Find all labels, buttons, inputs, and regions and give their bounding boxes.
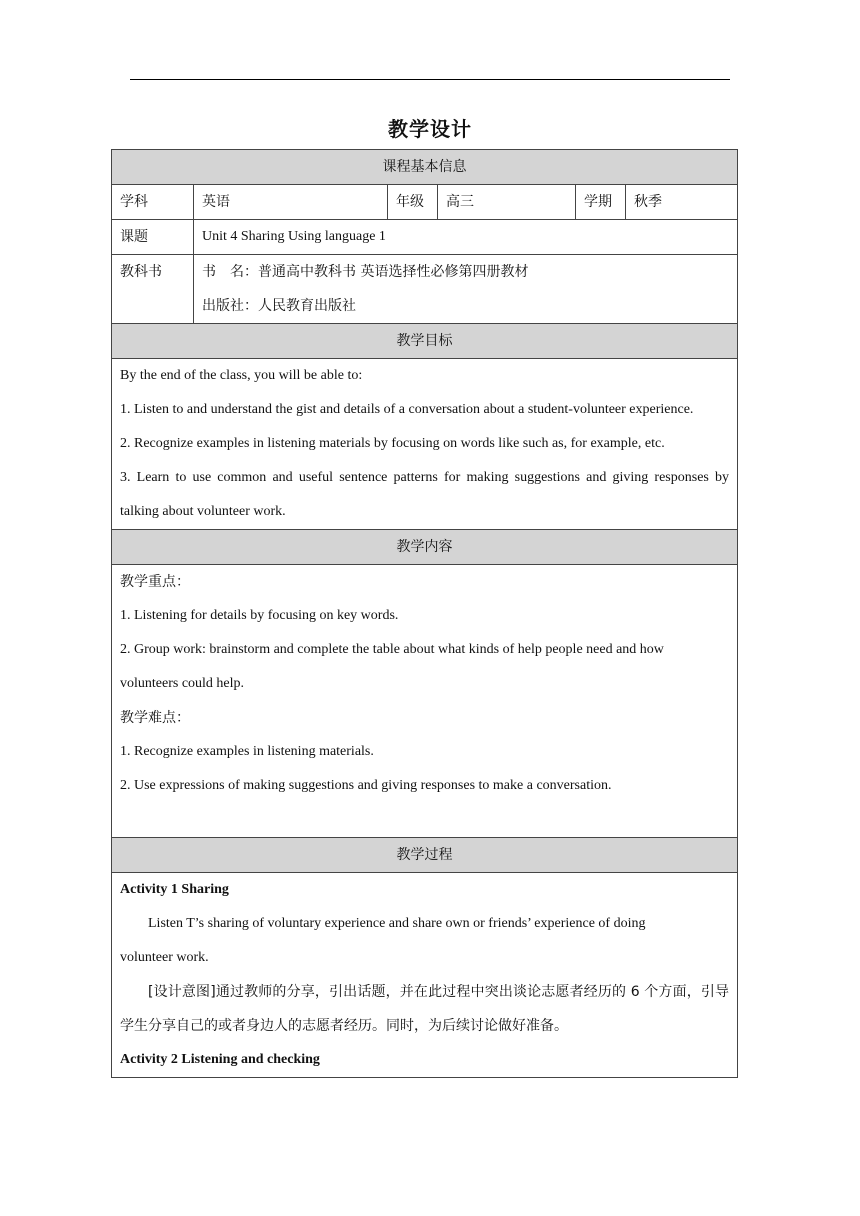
- objectives-body: [112, 359, 738, 530]
- difficult-point-item: 2. Use expressions of making suggestions and giving responses to make a conversation.: [120, 778, 612, 793]
- activity-1-intent: [设计意图]通过教师的分享，引出话题，并在此过程中突出谈论志愿者经历的 6 个方面，引导学生分享自己的或者身边人的志愿者经历。同时，为后续讨论做好准备。: [120, 984, 730, 1034]
- lesson-plan-table: [111, 149, 738, 1078]
- grade-value: 高三: [438, 185, 576, 220]
- difficult-points-label: 教学难点：: [120, 710, 190, 726]
- objective-item: 3. Learn to use common and useful sentence patterns for making suggestions and giving responses by talking about volunteer work.: [120, 470, 730, 519]
- activity-1-text: Listen T’s sharing of voluntary experience and share own or friends’ experience of doing volunteer work.: [120, 916, 646, 965]
- topic-label: 课题: [112, 220, 194, 255]
- content-row: [112, 565, 738, 838]
- activity-1-title: Activity 1 Sharing: [120, 882, 229, 897]
- content-header-row: [112, 530, 738, 565]
- topic-row: [112, 220, 738, 255]
- textbook-details: [194, 255, 738, 324]
- term-label: 学期: [576, 185, 626, 220]
- content-body: [112, 565, 738, 838]
- textbook-row: [112, 255, 738, 324]
- objective-item: 2. Recognize examples in listening materials by focusing on words like such as, for example, etc.: [120, 436, 665, 451]
- key-points-label: 教学重点：: [120, 574, 190, 590]
- objectives-row: [112, 359, 738, 530]
- textbook-label: 教科书: [112, 255, 194, 324]
- objectives-header-row: [112, 324, 738, 359]
- activity-2-title: Activity 2 Listening and checking: [120, 1052, 320, 1067]
- textbook-publisher: 出版社：人民教育出版社: [202, 298, 356, 314]
- process-body: [112, 873, 738, 1078]
- difficult-point-item: 1. Recognize examples in listening materials.: [120, 744, 374, 759]
- subject-value: 英语: [194, 185, 388, 220]
- header-rule: [130, 79, 730, 80]
- objectives-intro: By the end of the class, you will be able to:: [120, 368, 363, 383]
- document-title: 教学设计: [388, 117, 472, 141]
- key-point-item: 1. Listening for details by focusing on key words.: [120, 608, 399, 623]
- topic-value: Unit 4 Sharing Using language 1: [194, 220, 738, 255]
- basic-info-header-row: [112, 150, 738, 185]
- process-row: [112, 873, 738, 1078]
- subject-row: [112, 185, 738, 220]
- textbook-name: 书 名：普通高中教科书 英语选择性必修第四册教材: [202, 264, 529, 280]
- section-header-basic-info: 课程基本信息: [112, 150, 738, 185]
- process-header-row: [112, 838, 738, 873]
- grade-label: 年级: [388, 185, 438, 220]
- section-header-content: 教学内容: [112, 530, 738, 565]
- subject-label: 学科: [112, 185, 194, 220]
- section-header-objectives: 教学目标: [112, 324, 738, 359]
- term-value: 秋季: [626, 185, 738, 220]
- key-point-item: 2. Group work: brainstorm and complete the table about what kinds of help people need and how volunteers could help.: [120, 642, 664, 691]
- objective-item: 1. Listen to and understand the gist and details of a conversation about a student-volunteer experience.: [120, 402, 694, 417]
- section-header-process: 教学过程: [112, 838, 738, 873]
